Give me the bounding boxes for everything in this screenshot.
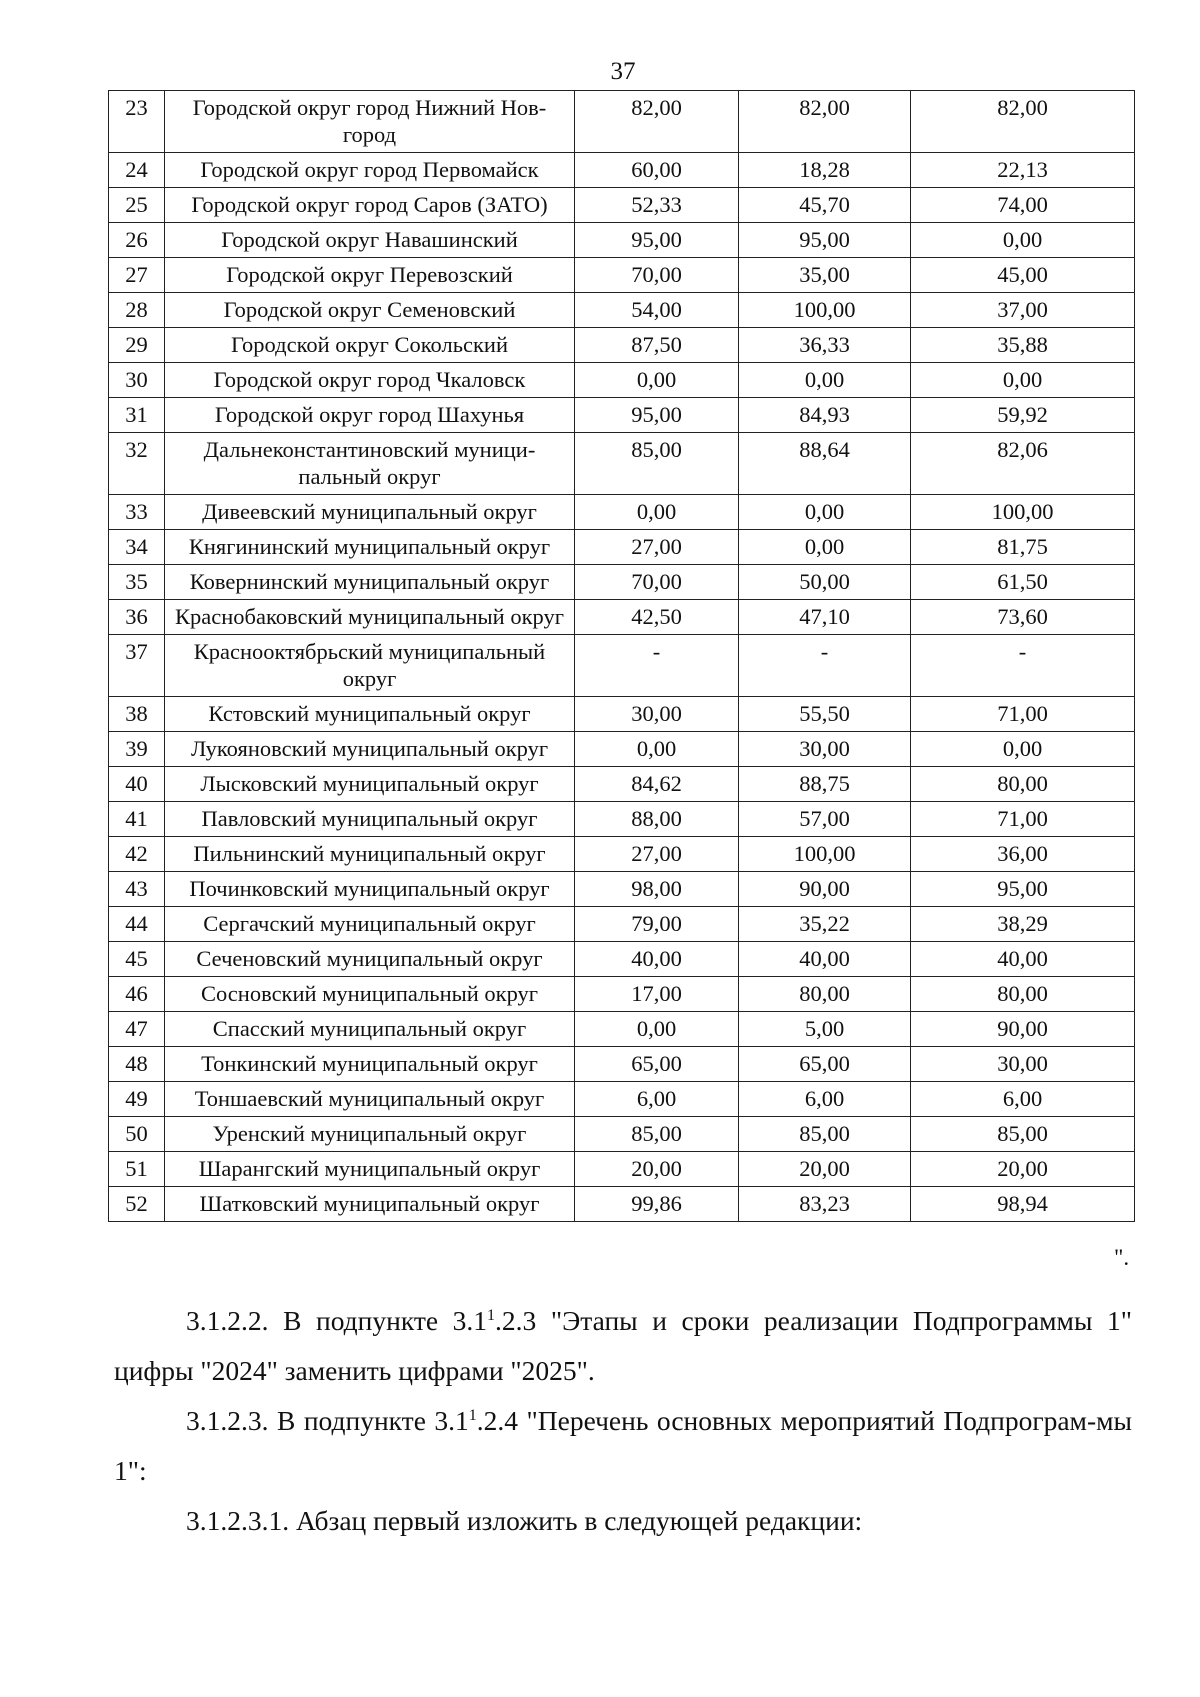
cell-value-2: 55,50 xyxy=(739,697,911,732)
table-row xyxy=(109,942,1135,977)
table-row xyxy=(109,600,1135,635)
table-row xyxy=(109,1117,1135,1152)
paragraph-text-before: 3.1.2.3. В подпункте 3.1 xyxy=(186,1404,469,1436)
cell-value-3: 100,00 xyxy=(911,495,1135,530)
cell-value-3: 6,00 xyxy=(911,1082,1135,1117)
cell-value-1: 27,00 xyxy=(575,530,739,565)
cell-value-1: 79,00 xyxy=(575,907,739,942)
cell-value-1: 54,00 xyxy=(575,293,739,328)
cell-value-3: 38,29 xyxy=(911,907,1135,942)
cell-number: 23 xyxy=(109,91,165,153)
table-row xyxy=(109,328,1135,363)
cell-value-3: 37,00 xyxy=(911,293,1135,328)
closing-quote: ". xyxy=(1114,1245,1130,1270)
cell-value-2: 35,22 xyxy=(739,907,911,942)
cell-number: 40 xyxy=(109,767,165,802)
cell-municipality: Пильнинский муниципальный округ xyxy=(165,837,575,872)
table-row xyxy=(109,223,1135,258)
cell-value-2: 30,00 xyxy=(739,732,911,767)
cell-value-3: 35,88 xyxy=(911,328,1135,363)
table-row xyxy=(109,767,1135,802)
cell-value-3: 61,50 xyxy=(911,565,1135,600)
cell-municipality: Павловский муниципальный округ xyxy=(165,802,575,837)
cell-value-1: 60,00 xyxy=(575,153,739,188)
cell-municipality: Городской округ Семеновский xyxy=(165,293,575,328)
cell-value-2: 5,00 xyxy=(739,1012,911,1047)
cell-value-2: 57,00 xyxy=(739,802,911,837)
cell-number: 29 xyxy=(109,328,165,363)
cell-municipality: Дивеевский муниципальный округ xyxy=(165,495,575,530)
cell-value-1: 88,00 xyxy=(575,802,739,837)
cell-value-3: 40,00 xyxy=(911,942,1135,977)
cell-municipality: Княгининский муниципальный округ xyxy=(165,530,575,565)
cell-value-2: - xyxy=(739,635,911,697)
table-row xyxy=(109,565,1135,600)
table-row xyxy=(109,258,1135,293)
table-row xyxy=(109,837,1135,872)
cell-municipality: Сергачский муниципальный округ xyxy=(165,907,575,942)
table-row xyxy=(109,530,1135,565)
cell-number: 51 xyxy=(109,1152,165,1187)
cell-number: 39 xyxy=(109,732,165,767)
cell-value-2: 0,00 xyxy=(739,363,911,398)
cell-municipality: Лысковский муниципальный округ xyxy=(165,767,575,802)
cell-value-2: 47,10 xyxy=(739,600,911,635)
cell-municipality: Шатковский муниципальный округ xyxy=(165,1187,575,1222)
cell-number: 35 xyxy=(109,565,165,600)
cell-value-1: 30,00 xyxy=(575,697,739,732)
table-row xyxy=(109,697,1135,732)
cell-value-1: 70,00 xyxy=(575,565,739,600)
cell-value-3: 20,00 xyxy=(911,1152,1135,1187)
cell-municipality: Городской округ Перевозский xyxy=(165,258,575,293)
cell-municipality: Дальнеконстантиновский муници-пальный округ xyxy=(165,433,575,495)
cell-value-2: 80,00 xyxy=(739,977,911,1012)
paragraph-3-1-2-2 xyxy=(114,1296,1132,1396)
cell-value-3: 45,00 xyxy=(911,258,1135,293)
cell-value-3: 81,75 xyxy=(911,530,1135,565)
cell-value-3: 80,00 xyxy=(911,977,1135,1012)
table-row xyxy=(109,1082,1135,1117)
cell-value-1: 87,50 xyxy=(575,328,739,363)
cell-value-3: 85,00 xyxy=(911,1117,1135,1152)
cell-value-1: 95,00 xyxy=(575,398,739,433)
table-row xyxy=(109,977,1135,1012)
cell-value-1: 17,00 xyxy=(575,977,739,1012)
cell-municipality: Починковский муниципальный округ xyxy=(165,872,575,907)
cell-number: 48 xyxy=(109,1047,165,1082)
cell-number: 31 xyxy=(109,398,165,433)
cell-municipality: Городской округ город Нижний Нов-город xyxy=(165,91,575,153)
paragraph-3-1-2-3 xyxy=(114,1396,1132,1496)
cell-value-3: 90,00 xyxy=(911,1012,1135,1047)
cell-number: 38 xyxy=(109,697,165,732)
paragraph-text-before: 3.1.2.3.1. Абзац первый изложить в следующей редакции: xyxy=(186,1504,863,1536)
cell-value-3: 0,00 xyxy=(911,732,1135,767)
cell-value-3: 71,00 xyxy=(911,697,1135,732)
cell-number: 27 xyxy=(109,258,165,293)
table-row xyxy=(109,872,1135,907)
cell-number: 46 xyxy=(109,977,165,1012)
cell-number: 45 xyxy=(109,942,165,977)
cell-number: 34 xyxy=(109,530,165,565)
paragraph-text-after: .2.3 "Этапы и сроки реализации Подпрограммы 1" цифры "2024" заменить цифрами "2025". xyxy=(114,1304,1132,1386)
cell-number: 43 xyxy=(109,872,165,907)
cell-value-2: 88,75 xyxy=(739,767,911,802)
cell-value-3: 74,00 xyxy=(911,188,1135,223)
table-row xyxy=(109,188,1135,223)
cell-municipality: Спасский муниципальный округ xyxy=(165,1012,575,1047)
table-row xyxy=(109,1187,1135,1222)
table-row xyxy=(109,907,1135,942)
cell-value-1: 0,00 xyxy=(575,363,739,398)
cell-number: 50 xyxy=(109,1117,165,1152)
cell-value-1: 99,86 xyxy=(575,1187,739,1222)
indicator-table xyxy=(108,90,1135,1222)
cell-value-3: 95,00 xyxy=(911,872,1135,907)
cell-value-1: - xyxy=(575,635,739,697)
cell-number: 36 xyxy=(109,600,165,635)
cell-municipality: Сосновский муниципальный округ xyxy=(165,977,575,1012)
cell-value-2: 6,00 xyxy=(739,1082,911,1117)
cell-number: 37 xyxy=(109,635,165,697)
table-row xyxy=(109,363,1135,398)
cell-value-2: 83,23 xyxy=(739,1187,911,1222)
cell-value-3: 71,00 xyxy=(911,802,1135,837)
cell-municipality: Сеченовский муниципальный округ xyxy=(165,942,575,977)
cell-number: 42 xyxy=(109,837,165,872)
cell-number: 32 xyxy=(109,433,165,495)
cell-municipality: Городской округ город Первомайск xyxy=(165,153,575,188)
cell-value-1: 52,33 xyxy=(575,188,739,223)
cell-value-1: 70,00 xyxy=(575,258,739,293)
cell-value-2: 88,64 xyxy=(739,433,911,495)
cell-number: 47 xyxy=(109,1012,165,1047)
cell-number: 44 xyxy=(109,907,165,942)
cell-value-3: 82,00 xyxy=(911,91,1135,153)
cell-value-2: 65,00 xyxy=(739,1047,911,1082)
cell-number: 41 xyxy=(109,802,165,837)
cell-value-2: 0,00 xyxy=(739,530,911,565)
superscript: 1 xyxy=(468,1406,477,1424)
cell-value-2: 95,00 xyxy=(739,223,911,258)
cell-value-2: 82,00 xyxy=(739,91,911,153)
table-row xyxy=(109,293,1135,328)
cell-value-3: 98,94 xyxy=(911,1187,1135,1222)
cell-value-3: 30,00 xyxy=(911,1047,1135,1082)
cell-municipality: Тоншаевский муниципальный округ xyxy=(165,1082,575,1117)
cell-value-1: 0,00 xyxy=(575,1012,739,1047)
cell-value-3: 0,00 xyxy=(911,223,1135,258)
cell-value-3: 36,00 xyxy=(911,837,1135,872)
cell-value-3: 80,00 xyxy=(911,767,1135,802)
cell-value-1: 42,50 xyxy=(575,600,739,635)
cell-value-1: 65,00 xyxy=(575,1047,739,1082)
cell-municipality: Городской округ город Саров (ЗАТО) xyxy=(165,188,575,223)
paragraph-text-before: 3.1.2.2. В подпункте 3.1 xyxy=(186,1304,488,1336)
table-row xyxy=(109,1152,1135,1187)
cell-value-2: 90,00 xyxy=(739,872,911,907)
table-row xyxy=(109,1012,1135,1047)
table-row xyxy=(109,635,1135,697)
cell-value-2: 35,00 xyxy=(739,258,911,293)
cell-value-3: 73,60 xyxy=(911,600,1135,635)
cell-municipality: Тонкинский муниципальный округ xyxy=(165,1047,575,1082)
cell-municipality: Городской округ город Шахунья xyxy=(165,398,575,433)
cell-value-2: 100,00 xyxy=(739,293,911,328)
cell-value-1: 40,00 xyxy=(575,942,739,977)
cell-value-2: 45,70 xyxy=(739,188,911,223)
cell-municipality: Краснобаковский муниципальный округ xyxy=(165,600,575,635)
cell-number: 30 xyxy=(109,363,165,398)
cell-value-2: 50,00 xyxy=(739,565,911,600)
cell-value-1: 85,00 xyxy=(575,1117,739,1152)
cell-municipality: Уренский муниципальный округ xyxy=(165,1117,575,1152)
cell-value-2: 36,33 xyxy=(739,328,911,363)
cell-value-1: 0,00 xyxy=(575,495,739,530)
cell-number: 25 xyxy=(109,188,165,223)
cell-value-1: 6,00 xyxy=(575,1082,739,1117)
table-row xyxy=(109,1047,1135,1082)
cell-value-2: 100,00 xyxy=(739,837,911,872)
cell-value-2: 84,93 xyxy=(739,398,911,433)
table-row xyxy=(109,398,1135,433)
cell-value-3: 59,92 xyxy=(911,398,1135,433)
cell-value-3: 22,13 xyxy=(911,153,1135,188)
superscript: 1 xyxy=(487,1306,496,1324)
table-row xyxy=(109,802,1135,837)
cell-municipality: Ковернинский муниципальный округ xyxy=(165,565,575,600)
table-row xyxy=(109,153,1135,188)
cell-municipality: Городской округ Сокольский xyxy=(165,328,575,363)
cell-value-2: 18,28 xyxy=(739,153,911,188)
cell-value-1: 98,00 xyxy=(575,872,739,907)
cell-municipality: Лукояновский муниципальный округ xyxy=(165,732,575,767)
cell-value-2: 85,00 xyxy=(739,1117,911,1152)
cell-value-1: 84,62 xyxy=(575,767,739,802)
table-body xyxy=(109,91,1135,1222)
cell-value-2: 0,00 xyxy=(739,495,911,530)
cell-value-1: 20,00 xyxy=(575,1152,739,1187)
cell-value-3: 0,00 xyxy=(911,363,1135,398)
cell-value-3: 82,06 xyxy=(911,433,1135,495)
cell-number: 28 xyxy=(109,293,165,328)
cell-municipality: Шарангский муниципальный округ xyxy=(165,1152,575,1187)
paragraph-text-after: .2.4 "Перечень основных мероприятий Подпрограм-мы 1": xyxy=(114,1404,1132,1486)
cell-municipality: Кстовский муниципальный округ xyxy=(165,697,575,732)
table-row xyxy=(109,433,1135,495)
cell-municipality: Городской округ Навашинский xyxy=(165,223,575,258)
cell-number: 52 xyxy=(109,1187,165,1222)
cell-value-1: 95,00 xyxy=(575,223,739,258)
cell-value-2: 40,00 xyxy=(739,942,911,977)
cell-number: 49 xyxy=(109,1082,165,1117)
cell-value-1: 85,00 xyxy=(575,433,739,495)
cell-municipality: Городской округ город Чкаловск xyxy=(165,363,575,398)
cell-value-3: - xyxy=(911,635,1135,697)
paragraph-3-1-2-3-1 xyxy=(114,1496,1132,1546)
page-number: 37 xyxy=(610,58,636,85)
cell-number: 33 xyxy=(109,495,165,530)
table-row xyxy=(109,91,1135,153)
cell-value-1: 27,00 xyxy=(575,837,739,872)
cell-value-1: 82,00 xyxy=(575,91,739,153)
cell-number: 26 xyxy=(109,223,165,258)
cell-value-1: 0,00 xyxy=(575,732,739,767)
table-row xyxy=(109,732,1135,767)
table-row xyxy=(109,495,1135,530)
cell-value-2: 20,00 xyxy=(739,1152,911,1187)
cell-number: 24 xyxy=(109,153,165,188)
cell-municipality: Краснооктябрьский муниципальный округ xyxy=(165,635,575,697)
